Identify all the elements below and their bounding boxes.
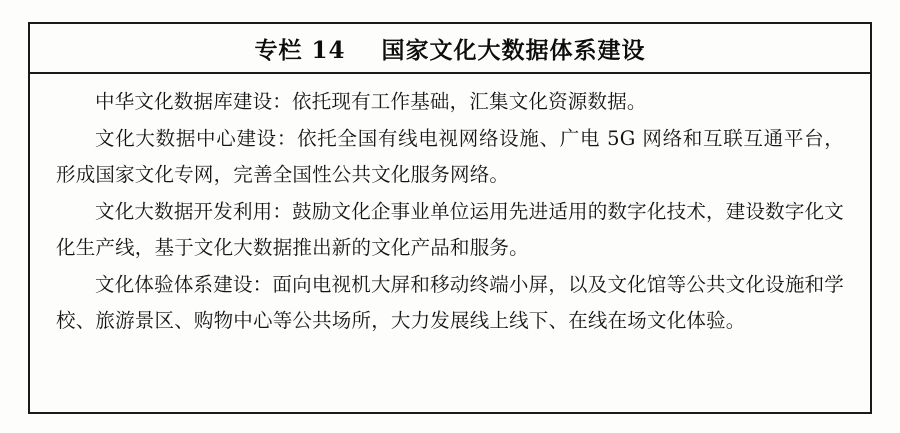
callout-paragraph: 文化大数据中心建设：依托全国有线电视网络设施、广电 5G 网络和互联互通平台，形成国家文化专网，完善全国性公共文化服务网络。 [56, 127, 844, 186]
callout-box [28, 22, 872, 414]
callout-paragraph: 中华文化数据库建设：依托现有工作基础，汇集文化资源数据。 [95, 90, 647, 113]
callout-paragraph: 文化体验体系建设：面向电视机大屏和移动终端小屏，以及文化馆等公共文化设施和学校、旅游景区、购物中心等公共场所，大力发展线上线下、在线在场文化体验。 [56, 273, 844, 332]
callout-title-bar [30, 24, 870, 74]
callout-body [30, 74, 870, 339]
callout-paragraph: 文化大数据开发利用：鼓励文化企事业单位运用先进适用的数字化技术，建设数字化文化生产线，基于文化大数据推出新的文化产品和服务。 [56, 200, 844, 259]
callout-heading: 专栏 14 国家文化大数据体系建设 [254, 36, 646, 64]
